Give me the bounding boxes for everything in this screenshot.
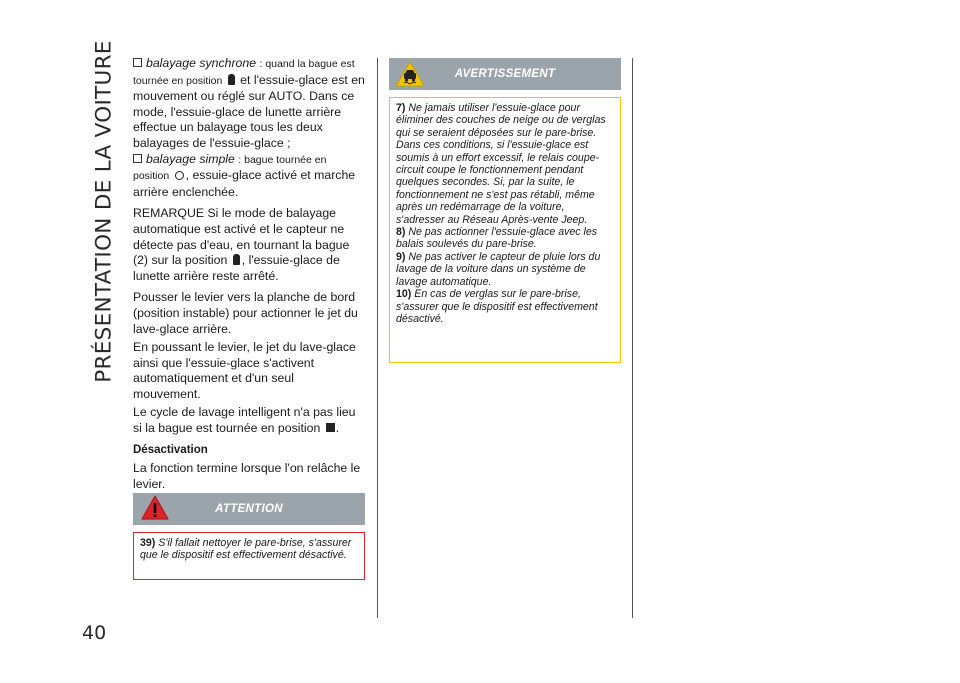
avertissement-banner [389, 58, 621, 90]
avertissement-item: 9) Ne pas activer le capteur de pluie lors du lavage de la voiture dans un système de lavage automatique. [396, 250, 601, 288]
attention-box [133, 532, 365, 580]
avertissement-item: 10) En cas de verglas sur le pare-brise, s'assurer que le dispositif est effectivement désactivé. [396, 288, 598, 325]
avertissement-item: 7) Ne jamais utiliser l'essuie-glace pour éliminer des couches de neige ou de verglas qui se seraient déposées sur le pare-brise. Dans ces conditions, si l'essuie-glace est soumis à un effort excessif, le relais coupe-circuit coupe le fonctionnement pendant quelques secondes. Si, par la suite, le fonctionnement ne s'est pas rétabli, même après un redémarrage de la voiture, s'adresser au Réseau Après-vente Jeep. [396, 102, 606, 226]
bullet-square-icon [133, 58, 142, 67]
item-balayage-synchrone: balayage synchrone : quand la bague est tournée en position et l'essuie-glace est en mouvement ou réglé sur AUTO. Dans ce mode, l'essuie-glace de lunette arrière effectue un balayage tous les deux balayages de l'essuie-glace ; [133, 56, 365, 150]
attention-number: 39) [140, 537, 156, 549]
column-divider [377, 58, 378, 618]
en-poussant-paragraph: En poussant le levier, le jet du lave-glace ainsi que l'essuie-glace s'activent automatiquement et d'un seul mouvement. [133, 340, 356, 401]
cycle-paragraph: Le cycle de lavage intelligent n'a pas lieu si la bague est tournée en position . [133, 405, 356, 436]
attention-text: S'il fallait nettoyer le pare-brise, s'assurer que le dispositif est effectivement désactivé. [140, 537, 352, 562]
bullet-square-icon [133, 154, 142, 163]
position-circle-icon [175, 171, 184, 180]
warning-triangle-icon [141, 495, 169, 521]
item-balayage-simple: balayage simple : bague tournée en position , essuie-glace activé et marche arrière enclenchée. [133, 151, 356, 199]
attention-title: ATTENTION [215, 503, 283, 515]
desactivation-heading: Désactivation [133, 443, 208, 456]
remarque-paragraph: REMARQUE Si le mode de balayage automatique est activé et le capteur ne détecte pas d'eau, en tournant la bague (2) sur la position , l'essuie-glace de lunette arrière reste arrêté. [133, 206, 350, 283]
position-drop-icon [228, 74, 235, 85]
avertissement-item: 8) Ne pas actionner l'essuie-glace avec les balais soulevés du pare-brise. [396, 226, 598, 251]
avertissement-title: AVERTISSEMENT [454, 68, 556, 80]
main-text-column [133, 56, 365, 492]
position-square-icon [326, 423, 335, 432]
pousser-paragraph: Pousser le levier vers la planche de bord (position instable) pour actionner le jet du lave-glace arrière. [133, 290, 358, 336]
column-divider [632, 58, 633, 618]
car-skid-warning-icon [395, 61, 425, 87]
attention-banner [133, 493, 365, 525]
position-drop-icon [233, 254, 240, 265]
desactivation-paragraph: La fonction termine lorsque l'on relâche le levier. [133, 461, 361, 491]
side-section-title: PRÉSENTATION DE LA VOITURE [91, 39, 117, 383]
page-number: 40 [82, 622, 107, 644]
avertissement-box [389, 97, 621, 363]
